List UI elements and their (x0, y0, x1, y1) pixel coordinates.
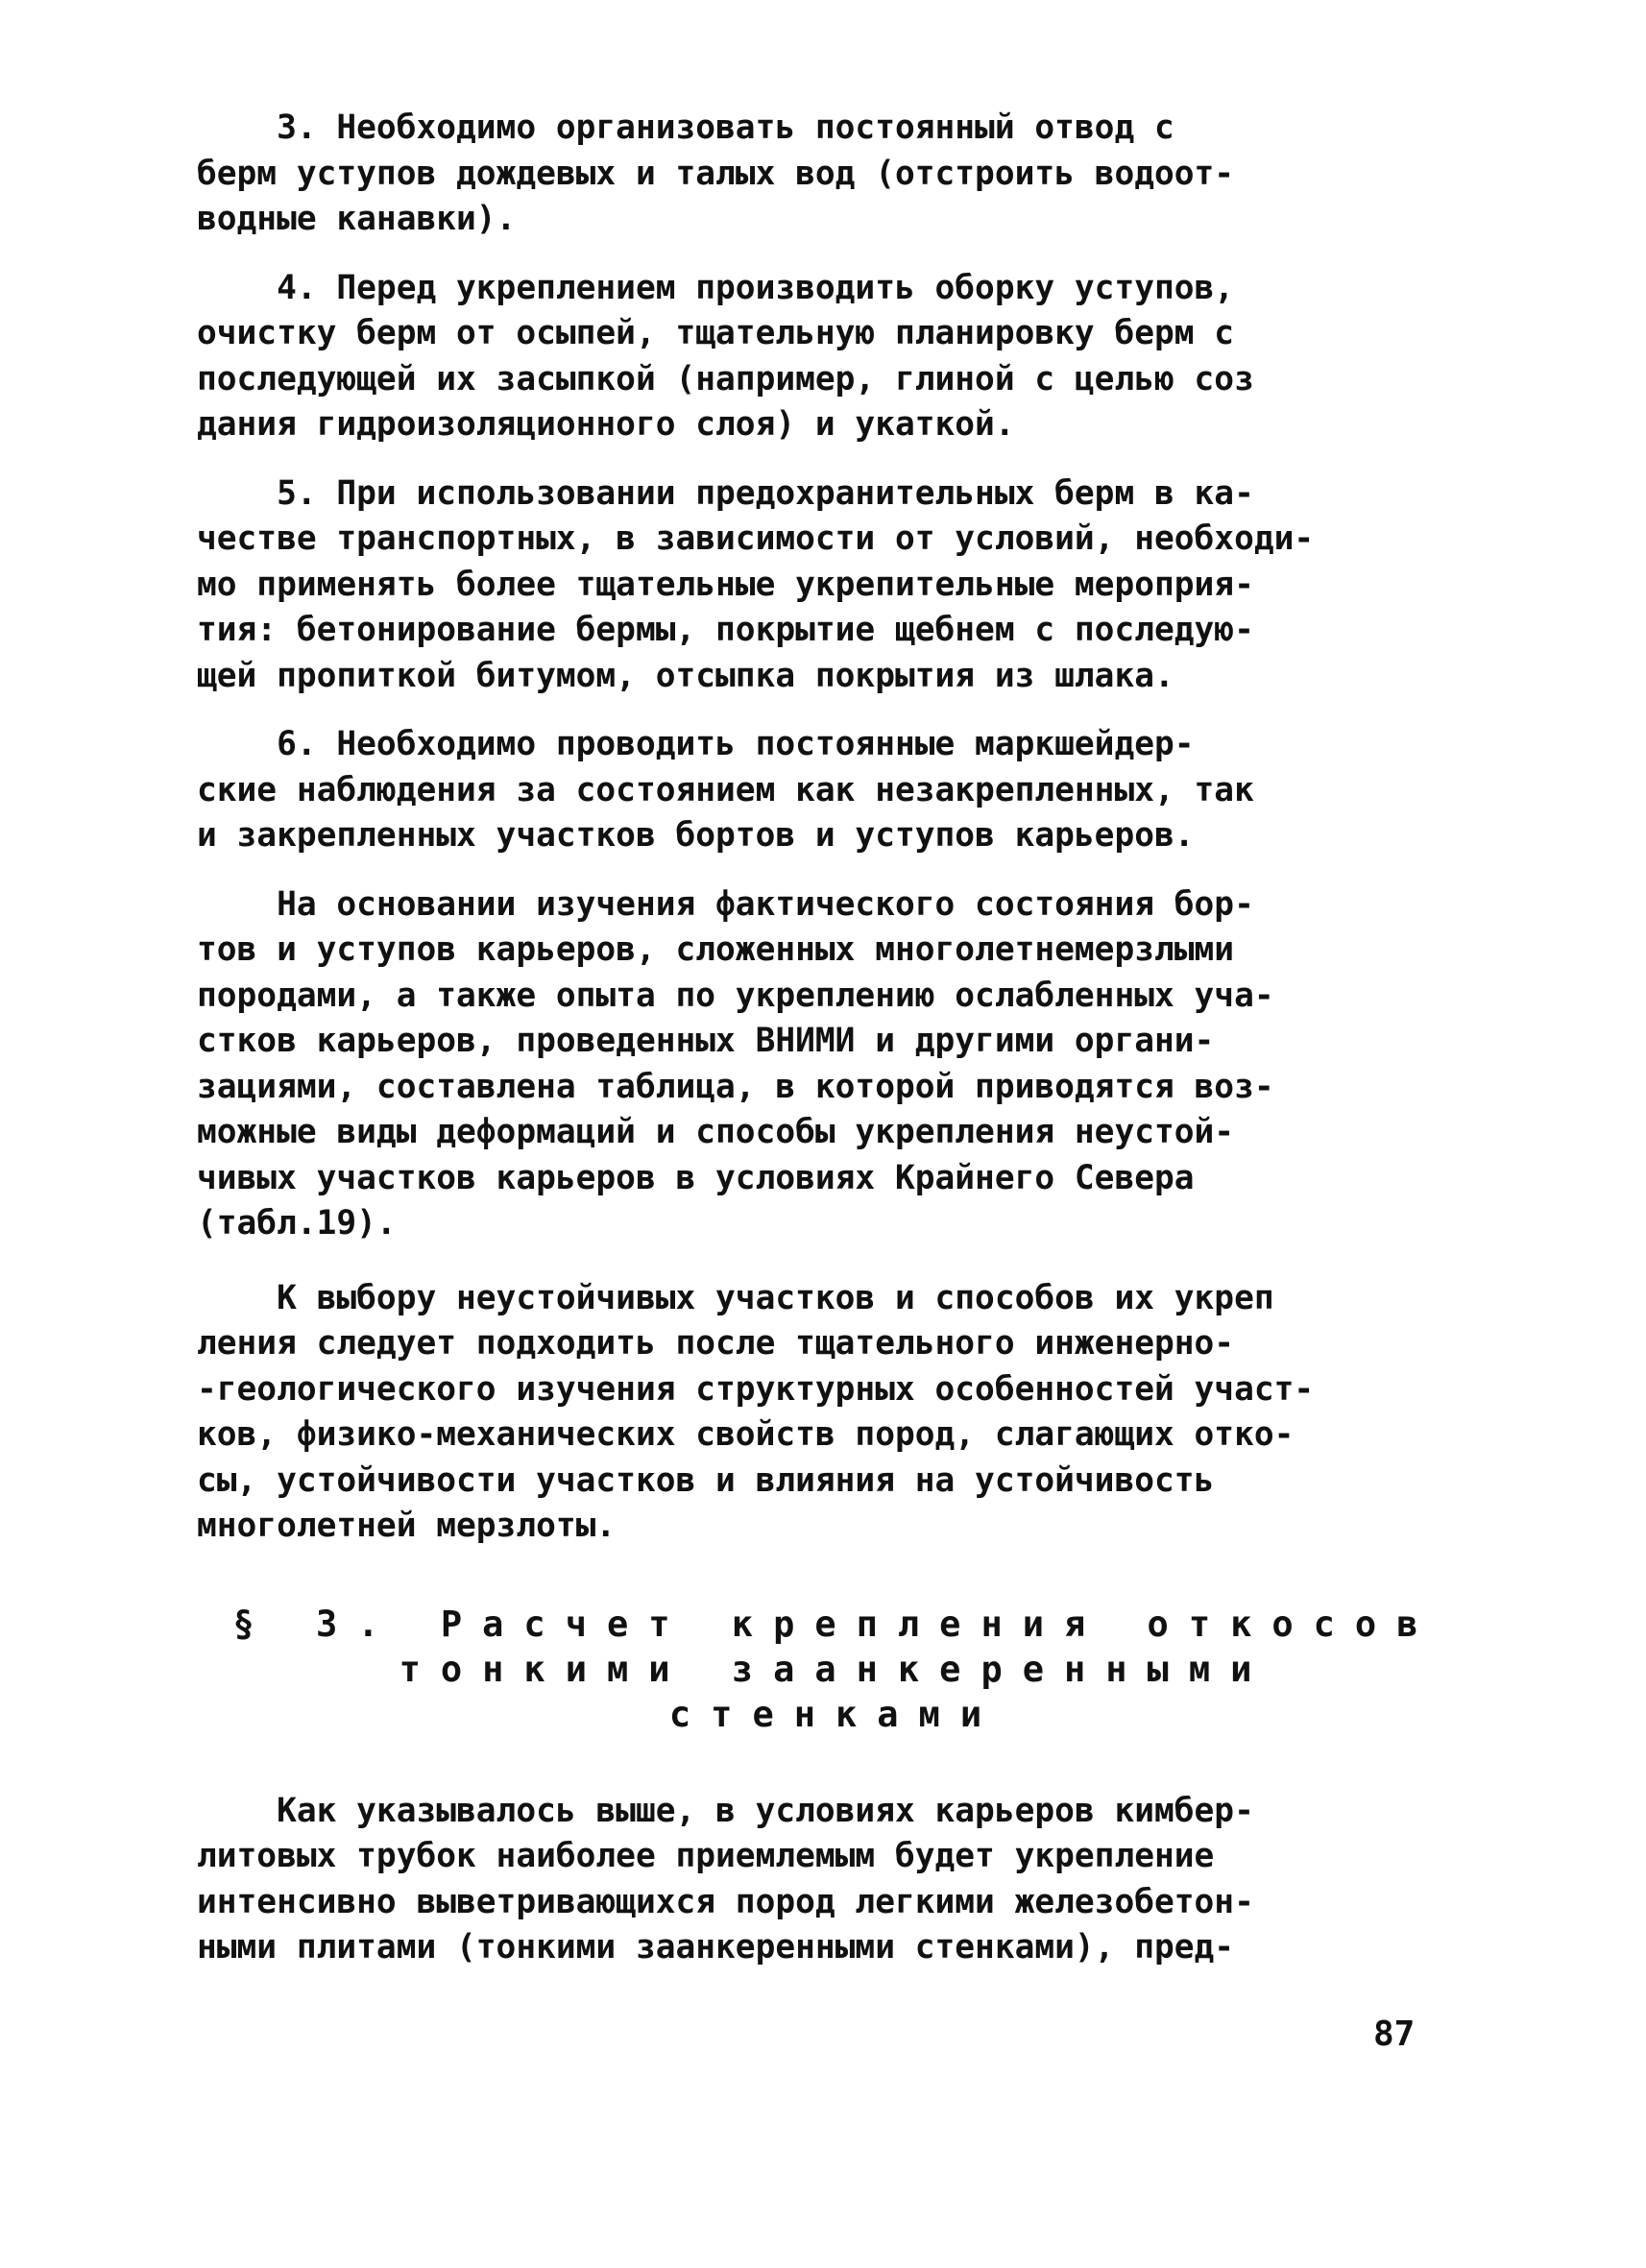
section-gap (197, 1550, 1474, 1602)
text-line: и закрепленных участков бортов и уступов карьеров. (197, 816, 1195, 855)
text-line: тов и уступов карьеров, сложенных многолетнемерзлыми (197, 930, 1235, 969)
text-line: 3. Необходимо организовать постоянный отвод с (197, 109, 1174, 147)
text-line: зациями, составлена таблица, в которой приводятся воз- (197, 1067, 1274, 1106)
page-number: 87 (1373, 2015, 1416, 2054)
text-line: сы, устойчивости участков и влияния на устойчивость (197, 1460, 1215, 1500)
text-line: литовых трубок наиболее приемлемым будет укрепление (197, 1837, 1215, 1875)
paragraph-item-4 (197, 266, 1474, 448)
text-line: щей пропиткой битумом, отсыпка покрытия из шлака. (197, 656, 1174, 695)
paragraph-gap (197, 448, 1474, 471)
text-line: можные виды деформаций и способы укрепления неустой- (197, 1113, 1235, 1151)
paragraph-item-6 (197, 722, 1474, 859)
text-line: ления следует подходить после тщательного инженерно- (197, 1324, 1235, 1363)
text-line: тия: бетонирование бермы, покрытие щебнем с последую- (197, 611, 1254, 649)
text-line: породами, а также опыта по укреплению ослабленных уча- (197, 976, 1274, 1015)
text-line: стков карьеров, проведенных ВНИМИ и другими органи- (197, 1022, 1215, 1060)
paragraph-gap (197, 243, 1474, 266)
text-line: 4. Перед укреплением производить оборку уступов, (197, 268, 1235, 307)
text-line: 6. Необходимо проводить постоянные маркшейдер- (197, 725, 1195, 763)
text-line: К выбору неустойчивых участков и способов их укреп (197, 1278, 1274, 1317)
paragraph-gap (197, 859, 1474, 882)
text-line: последующей их засыпкой (например, глиной с целью соз (197, 359, 1254, 398)
text-line: ными плитами (тонкими заанкеренными стенками), пред- (197, 1928, 1235, 1966)
paragraph-selection (197, 1276, 1474, 1550)
paragraph-gap (197, 1247, 1474, 1276)
paragraph-final (197, 1789, 1474, 1971)
heading-line: § 3. Расчет крепления откосов (232, 1603, 1439, 1645)
paragraph-basis (197, 882, 1474, 1247)
text-line: многолетней мерзлоты. (197, 1507, 617, 1545)
text-line: берм уступов дождевых и талых вод (отстроить водоот- (197, 154, 1235, 193)
text-line: честве транспортных, в зависимости от условий, необходи- (197, 519, 1315, 558)
text-line: ков, физико-механических свойств пород, слагающих отко- (197, 1415, 1295, 1454)
section-gap (197, 1737, 1474, 1789)
text-line: -геологического изучения структурных особенностей участ- (197, 1369, 1315, 1409)
text-line: Как указывалось выше, в условиях карьеров кимбер- (197, 1791, 1254, 1830)
text-line: очистку берм от осыпей, тщательную планировку берм с (197, 314, 1235, 352)
paragraph-gap (197, 699, 1474, 722)
page-body (197, 106, 1474, 1971)
text-line: На основании изучения фактического состояния бор- (197, 884, 1254, 924)
text-line: 5. При использовании предохранительных берм в ка- (197, 473, 1254, 513)
paragraph-item-5 (197, 471, 1474, 700)
text-line: мо применять более тщательные укрепительные мероприя- (197, 565, 1254, 604)
text-line: интенсивно выветривающихся пород легкими железобетон- (197, 1882, 1254, 1921)
section-heading (197, 1602, 1474, 1737)
paragraph-item-3 (197, 106, 1474, 243)
text-line: чивых участков карьеров в условиях Крайнего Севера (197, 1158, 1195, 1197)
text-line: (табл.19). (197, 1204, 397, 1243)
heading-line: стенками (668, 1693, 1003, 1735)
text-line: дания гидроизоляционного слоя) и укаткой. (197, 405, 1015, 444)
text-line: ские наблюдения за состоянием как незакрепленных, так (197, 770, 1254, 809)
heading-line: тонкими заанкеренными (399, 1648, 1272, 1690)
text-line: водные канавки). (197, 200, 517, 238)
